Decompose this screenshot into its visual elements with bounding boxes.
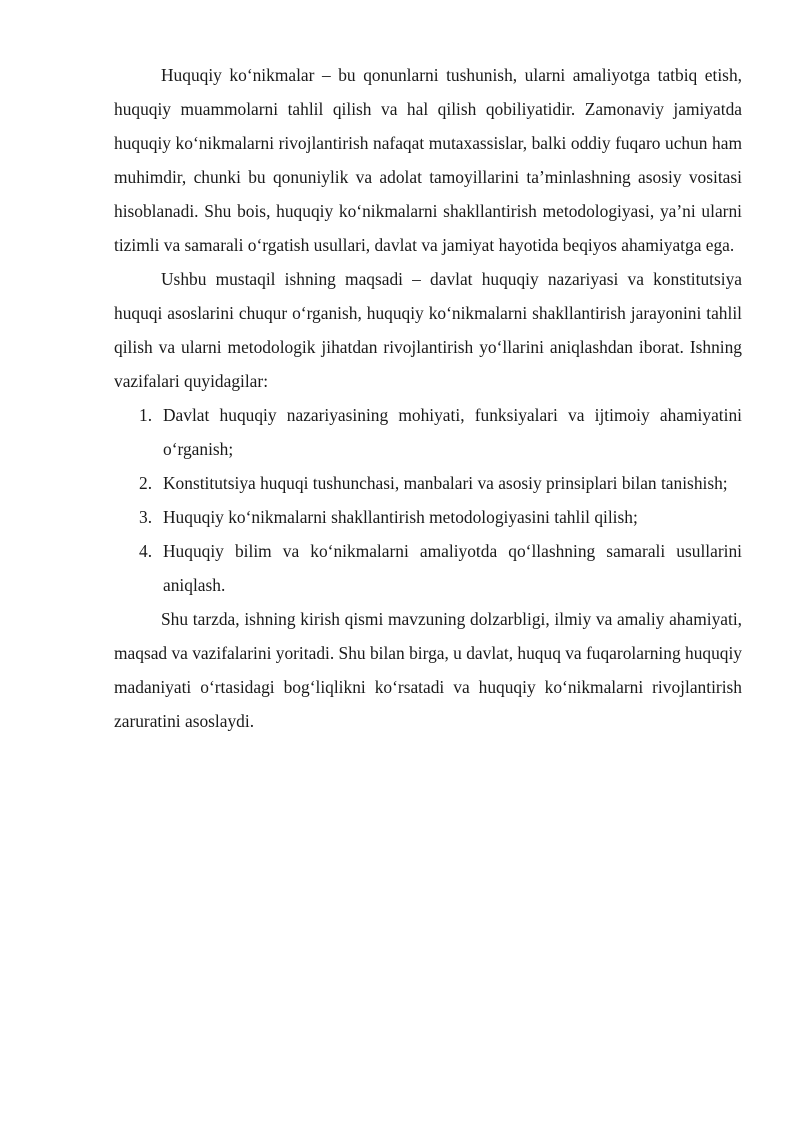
document-page xyxy=(114,58,742,738)
paragraph-purpose: Ushbu mustaqil ishning maqsadi – davlat huquqiy nazariyasi va konstitutsiya huquqi asoslarini chuqur o‘rganish, huquqiy ko‘nikmalarni shakllantirish jarayonini tahlil qilish va ularni metodologik jihatdan rivojlantirish yo‘llarini aniqlashdan iborat. Ishning vazifalari quyidagilar: xyxy=(114,269,742,391)
list-item-text: Huquqiy ko‘nikmalarni shakllantirish metodologiyasini tahlil qilish; xyxy=(163,507,638,527)
list-item-number: 3. xyxy=(139,507,153,527)
list-item-text: Davlat huquqiy nazariyasining mohiyati, funksiyalari va ijtimoiy ahamiyatini o‘rganish; xyxy=(163,405,742,459)
list-item-text: Huquqiy bilim va ko‘nikmalarni amaliyotda qo‘llashning samarali usullarini aniqlash. xyxy=(163,541,742,595)
list-item-text: Konstitutsiya huquqi tushunchasi, manbalari va asosiy prinsiplari bilan tanishish; xyxy=(163,473,728,493)
paragraph-definition: Huquqiy ko‘nikmalar – bu qonunlarni tushunish, ularni amaliyotga tatbiq etish, huquqiy muammolarni tahlil qilish va hal qilish qobiliyatidir. Zamonaviy jamiyatda huquqiy ko‘nikmalarni rivojlantirish nafaqat mutaxassislar, balki oddiy fuqaro uchun ham muhimdir, chunki bu qonuniylik va adolat tamoyillarini ta’minlashning asosiy vositasi hisoblanadi. Shu bois, huquqiy ko‘nikmalarni shakllantirish metodologiyasi, ya’ni ularni tizimli va samarali o‘rgatish usullari, davlat va jamiyat hayotida beqiyos ahamiyatga ega. xyxy=(114,65,742,255)
list-item xyxy=(114,466,742,500)
list-item xyxy=(114,500,742,534)
list-item xyxy=(114,534,742,602)
list-item-number: 4. xyxy=(139,541,153,561)
paragraph-conclusion: Shu tarzda, ishning kirish qismi mavzuning dolzarbligi, ilmiy va amaliy ahamiyati, maqsad va vazifalarini yoritadi. Shu bilan birga, u davlat, huquq va fuqarolarning huquqiy madaniyati o‘rtasidagi bog‘liqlikni ko‘rsatadi va huquqiy ko‘nikmalarni rivojlantirish zaruratini asoslaydi. xyxy=(114,609,742,731)
list-item-number: 1. xyxy=(139,405,153,425)
list-item-number: 2. xyxy=(139,473,153,493)
list-item xyxy=(114,398,742,466)
tasks-list xyxy=(114,398,742,602)
